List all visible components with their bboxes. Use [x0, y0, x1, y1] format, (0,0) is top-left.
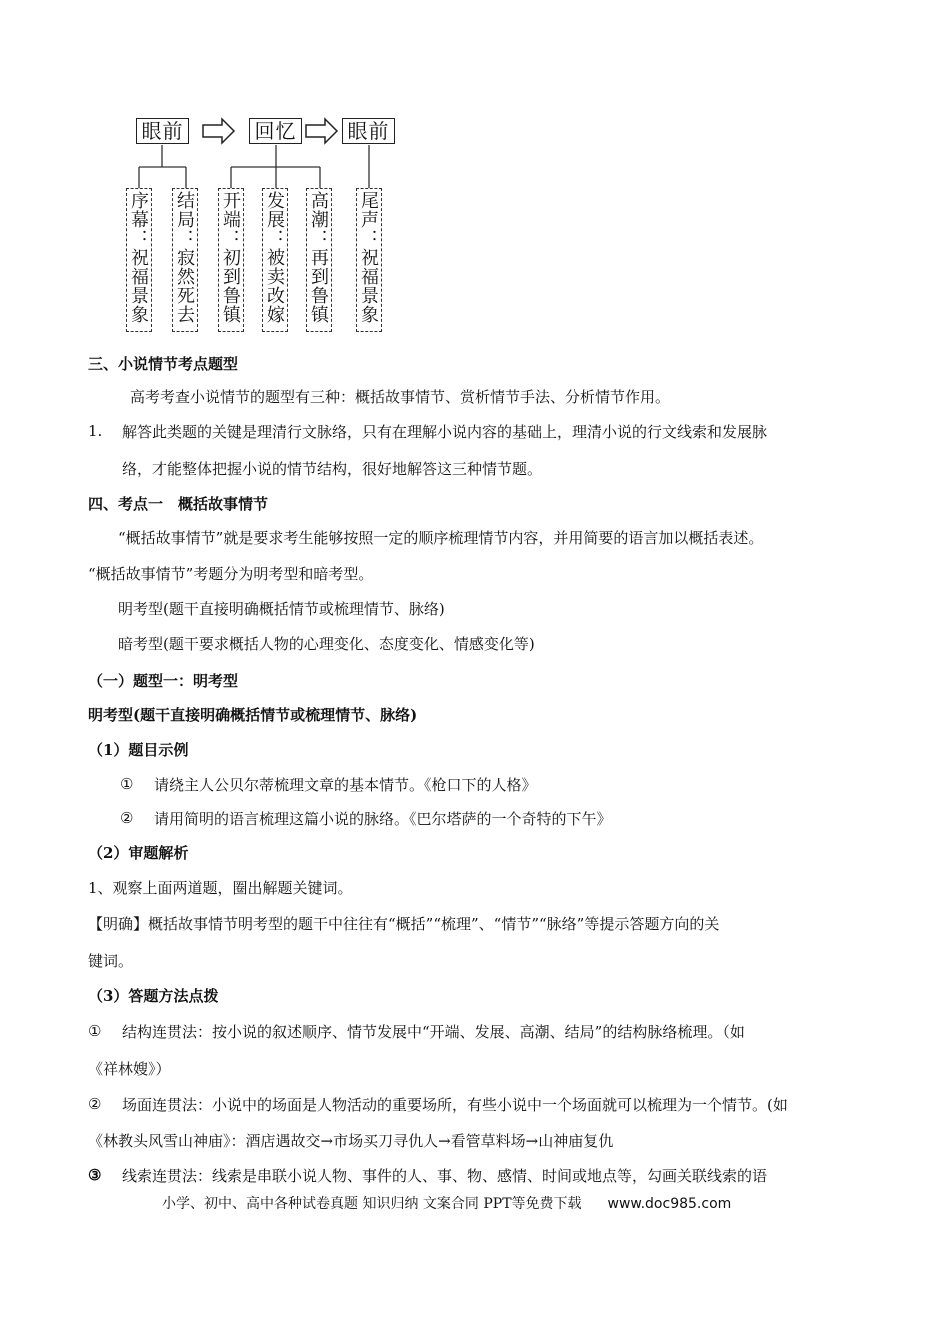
diagram-column-beginning — [218, 188, 244, 332]
section-3-heading: 三、小说情节考点题型 — [88, 355, 239, 373]
list-number: ① — [120, 775, 134, 793]
footer-url[interactable]: www.doc985.com — [607, 1196, 732, 1212]
arrow-right-icon — [306, 119, 337, 143]
column-label: 结局 — [174, 191, 195, 229]
column-content: 再到鲁镇 — [308, 248, 329, 324]
column-sep: ： — [308, 229, 329, 248]
column-content: 初到鲁镇 — [220, 248, 241, 324]
column-content: 寂然死去 — [174, 248, 195, 324]
list-number: ② — [120, 809, 134, 827]
diagram-column-prologue — [126, 188, 152, 332]
list-item: 结构连贯法：按小说的叙述顺序、情节发展中“开端、发展、高潮、结局”的结构脉络梳理。（如 — [122, 1023, 745, 1041]
paragraph: 【明确】概括故事情节明考型的题干中往往有“概括”“梳理”、“情节”“脉络”等提示答题方向的关 — [88, 915, 720, 933]
diagram-box-present-2: 眼前 — [342, 118, 395, 144]
paragraph: 络，才能整体把握小说的情节结构，很好地解答这三种情节题。 — [122, 460, 543, 478]
column-sep: ： — [220, 229, 241, 248]
method-heading: （3）答题方法点拨 — [88, 987, 219, 1005]
column-label: 开端 — [220, 191, 241, 229]
paragraph: 高考考查小说情节的题型有三种：概括故事情节、赏析情节手法、分析情节作用。 — [130, 388, 671, 406]
paragraph: 解答此类题的关键是理清行文脉络，只有在理解小说内容的基础上，理清小说的行文线索和发展脉 — [122, 423, 768, 441]
paragraph: 键词。 — [88, 952, 134, 970]
list-number: ① — [88, 1022, 102, 1040]
paragraph: 1、观察上面两道题，圈出解题关键词。 — [88, 879, 353, 897]
diagram-column-development — [262, 188, 288, 332]
paragraph: “概括故事情节”考题分为明考型和暗考型。 — [88, 565, 374, 583]
list-item: 场面连贯法：小说中的场面是人物活动的重要场所，有些小说中一个场面就可以梳理为一个情节。(如 — [122, 1096, 788, 1114]
list-number: ② — [88, 1095, 102, 1113]
column-sep: ： — [264, 229, 285, 248]
list-item: 请绕主人公贝尔蒂梳理文章的基本情节。《枪口下的人格》 — [154, 776, 537, 794]
list-item-continued: 《祥林嫂》） — [88, 1060, 171, 1078]
column-content: 被卖改嫁 — [264, 248, 285, 324]
column-sep: ： — [174, 229, 195, 248]
paragraph: 明考型(题干直接明确概括情节或梳理情节、脉络) — [118, 600, 445, 618]
column-content: 祝福景象 — [128, 248, 149, 324]
subsection-heading: （一）题型一：明考型 — [88, 672, 239, 690]
list-item: 请用简明的语言梳理这篇小说的脉络。《巴尔塔萨的一个奇特的下午》 — [154, 810, 612, 828]
diagram-box-memory: 回忆 — [249, 118, 302, 144]
list-number: ③ — [88, 1166, 102, 1184]
arrow-right-icon — [203, 119, 234, 143]
list-item: 线索连贯法：线索是串联小说人物、事件的人、事、物、感情、时间或地点等，勾画关联线索的语 — [122, 1167, 768, 1185]
diagram-box-present-1: 眼前 — [136, 118, 189, 144]
diagram-column-climax — [306, 188, 332, 332]
diagram-column-ending — [172, 188, 198, 332]
subsection-subheading: 明考型(题干直接明确概括情节或梳理情节、脉络) — [88, 706, 418, 724]
column-label: 高潮 — [308, 191, 329, 229]
column-content: 祝福景象 — [358, 248, 379, 324]
paragraph: “概括故事情节”就是要求考生能够按照一定的顺序梳理情节内容，并用简要的语言加以概括表述。 — [118, 529, 764, 547]
list-number: 1. — [88, 422, 103, 440]
example-heading: （1）题目示例 — [88, 741, 189, 759]
column-sep: ： — [358, 229, 379, 248]
column-label: 序幕 — [128, 191, 149, 229]
page-footer — [162, 1193, 731, 1213]
list-item-continued: 《林教头风雪山神庙》：酒店遇故交→市场买刀寻仇人→看管草料场→山神庙复仇 — [88, 1132, 614, 1150]
footer-text: 小学、初中、高中各种试卷真题 知识归纳 文案合同 PPT等免费下载 — [162, 1196, 582, 1212]
paragraph: 暗考型(题干要求概括人物的心理变化、态度变化、情感变化等) — [118, 635, 535, 653]
section-4-heading: 四、考点一 概括故事情节 — [88, 495, 269, 513]
column-label: 发展 — [264, 191, 285, 229]
analysis-heading: （2）审题解析 — [88, 844, 189, 862]
diagram-column-epilogue — [356, 188, 382, 332]
column-sep: ： — [128, 229, 149, 248]
column-label: 尾声 — [358, 191, 379, 229]
